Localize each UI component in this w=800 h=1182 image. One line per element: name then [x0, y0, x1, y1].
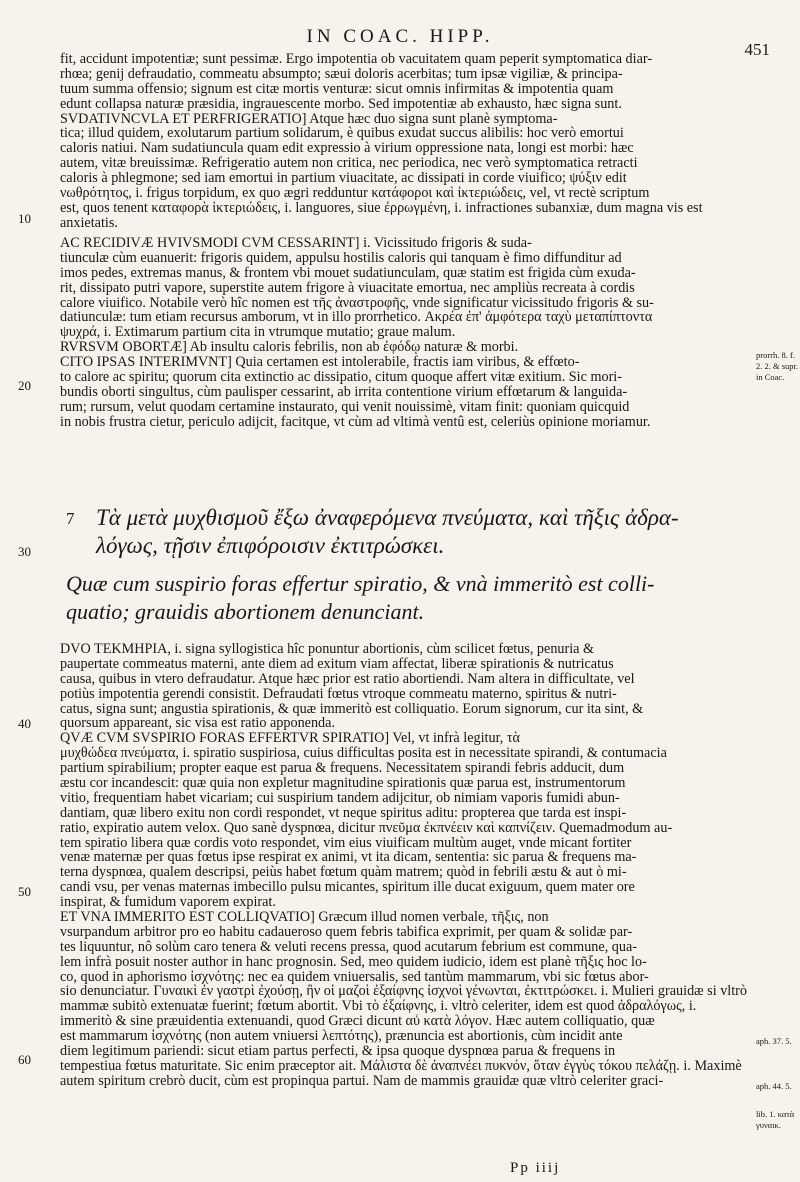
text-line: caloris à phlegmone; sed iam emortui in partium viuacitate, ac dissipati in corde viuifico; ψύξιν edit: [60, 171, 627, 187]
text-line: tes liquuntur, nô solùm caro tenera & veluti recens pressa, quod acutarum febrium est commune, qua-: [60, 939, 638, 955]
text-line: inspirat, & fumidum vaporem expirat.: [60, 895, 276, 911]
text-line: mammæ subitò extenuatæ fuerint; fœtum abortit. Vbi τὸ ἐξαίφνης, i. vltrò celeriter, idem est quod ἀδραλόγως, i.: [60, 999, 697, 1015]
text-line: sio denunciatur. Γυναικὶ ἐν γαστρὶ ἐχούσῃ, ἢν οἱ μαζοὶ ἐξαίφνης ἰσχνοὶ γένωνται, ἐκτιτρώσκει. i. Mulieri grauidæ si vltrò: [60, 984, 747, 1000]
text-line: fit, accidunt impotentiæ; sunt pessimæ. Ergo impotentia ob vacuitatem quam peperit symptomatica diar-: [60, 52, 653, 67]
line-number-60: 60: [18, 1052, 31, 1067]
margin-note: lib. 1. κατὰ: [756, 1109, 795, 1119]
text-line: ET VNA IMMERITO EST COLLIQVATIO] Græcum illud nomen verbale, τῆξις, non: [60, 910, 549, 925]
text-line: to calore ac spiritu; quorum cita extinctio ac dissipatio, citum quoque affert vitæ exitium. Sic mori-: [60, 370, 622, 385]
margin-note: in Coac.: [756, 372, 785, 382]
text-line: ψυχρά, i. Extimarum partium cita in vtrumque mutatio; graue malum.: [60, 325, 456, 341]
text-line: co, quod in aphorismo ἰσχνότης: nec ea quidem vniuersalis, sed tantùm mammarum, vbi sic fœtus abor-: [60, 969, 649, 985]
aphorism-greek: [96, 504, 756, 560]
text-line: vsurpandum arbitror pro eo habitu cadaueroso quem febris tabifica exprimit, per quam & solidæ par-: [60, 924, 633, 940]
text-line: in nobis frustra cietur, periculo adijcit, facitque, vt cùm ad vltimà ventû est, celeriùs opinione moriamur.: [60, 414, 651, 430]
signature-mark: Pp iiij: [510, 1160, 561, 1176]
text-line: tiunculæ cùm euanuerit: frigoris quidem, appulsu hostilis caloris qui tanquam è fimo diffunditur ad: [60, 250, 622, 266]
text-line: venæ maternæ per quas fœtus ipse respirat ex animi, vt ita dicam, sententia: sic parua & frequens ma-: [60, 850, 637, 866]
line-number-50: 50: [18, 884, 31, 899]
greek-line: Τὰ μετὰ μυχθισμοῦ ἔξω ἀναφερόμενα πνεύματα, καὶ τῆξις ἀδρα-: [96, 505, 679, 530]
text-line: imos pedes, extremas manus, & frontem vbi mouet sudatiunculam, quæ statim est frigida cùm exuda-: [60, 265, 636, 281]
text-line: RVRSVM OBORTÆ] Ab insultu caloris febrilis, non ab ἐφόδῳ naturæ & morbi.: [60, 340, 519, 356]
text-line: calore viuifico. Notabile verò hîc nomen est τῆς ἀναστροφῆς, vnde significatur vicissitudo frigoris & su-: [60, 295, 654, 311]
greek-line: λόγως, τῇσιν ἐπιφόροισιν ἐκτιτρώσκει.: [96, 533, 445, 558]
text-line: SVDATIVNCVLA ET PERFRIGERATIO] Atque hæc duo signa sunt planè symptoma-: [60, 111, 558, 127]
text-line: anxietatis.: [60, 215, 118, 231]
text-line: autem, vitæ breuissimæ. Refrigeratio autem non critica, nec periodica, nec verò symptomatica retracti: [60, 156, 638, 172]
margin-note: aph. 44. 5.: [756, 1081, 792, 1091]
text-line: datiunculæ: tum etiam recursus amborum, vt in illo prorrhetico. Ακρέα ἐπ' ἀμφότερα ταχὺ μεταπίπτοντα: [60, 310, 653, 326]
text-line: ratio, expiratio autem velox. Quo sanè dyspnœa, dicitur πνεῦμα ἐκπνέειν καὶ καπνίζειν. Quemadmodum au-: [60, 820, 673, 836]
commentary-section-1: [60, 52, 750, 231]
commentary-section-2: [60, 236, 750, 430]
margin-note: prorrh. 8. f.: [756, 350, 795, 360]
text-line: potiùs impotentia gerendi consistit. Defraudati fœtus vtroque commeatu materno, spiritus & nutri-: [60, 686, 617, 702]
margin-note: γυναικ.: [756, 1120, 781, 1130]
text-line: autem spiritum crebrò ducit, cùm est propinqua partui. Nam de mammis grauidæ quæ vltrò celeriter graci-: [60, 1073, 664, 1089]
text-line: edunt collapsa naturæ præsidia, ingrauescente morbo. Sed impotentiæ ab exhausto, hæc signa sunt.: [60, 96, 622, 112]
text-line: rhœa; genij defraudatio, commeatu absumpto; sæui doloris acerbitas; tum ipsæ vigiliæ, & principa-: [60, 66, 623, 82]
commentary-section-3: [60, 642, 750, 1104]
text-line: terna dyspnœa, qualem descripsi, peiùs habet fœtum quàm matrem; quòd in febrili æstu & aut ò mi-: [60, 865, 627, 881]
latin-line: quatio; grauidis abortionem denunciant.: [66, 599, 425, 624]
text-line: caloris natiui. Nam sudatiuncula quam edit expressio à virium oppressione nata, longi est morbi: hæc: [60, 141, 634, 157]
text-line: rum; rursum, velut quodam certamine instaurato, qui venit nouissimè, vitam finit: quoniam quicquid: [60, 399, 630, 415]
text-line: est mammarum ἰσχνότης (non autem vniuersi λεπτότης), prænuncia est abortionis, cùm incidit ante: [60, 1029, 623, 1045]
text-line: νωθρότητος, i. frigus torpidum, ex quo ægri redduntur κατάφοροι καὶ ἰκτεριώδεις, vel, vt rectè scriptum: [60, 186, 650, 201]
text-line: bundis oborti singultus, cùm paulisper cessarint, ab irrita contentione virium effœtarum & languida-: [60, 384, 628, 400]
text-line: lem infrà posuit noster author in hanc prognosin. Sed, meo quidem iudicio, idem est planè τῆξις hoc lo-: [60, 954, 647, 970]
text-line: quorsum appareant, sic visa est ratio apponenda.: [60, 716, 335, 732]
text-line: æstu cor incandescit: quæ quia non expletur magnitudine spirationis quæ parua est, instrumentorum: [60, 776, 626, 791]
text-line: CITÒ IPSAS INTERIMVNT] Quia certamen est intolerabile, fractis iam viribus, & effœto-: [60, 355, 580, 371]
text-line: dantiam, quæ libero exitu non cordi respondet, vt neque spiritus aditu: propterea que tarda est inspi-: [60, 805, 627, 821]
text-line: vitio, frequentiam habet vicariam; cui suspirium tandem adijcitur, ob nimiam vaporis fumidi abun-: [60, 790, 620, 806]
aphorism-latin: [66, 570, 746, 626]
text-line: diem legitimum pariendi: sicut etiam partus perfecti, & ipsa quoque dyspnœa parua & frequens in: [60, 1044, 616, 1059]
text-line: partium spirabilium; propter eaque est parua & frequens. Necessitatem spirandi febris adducit, dum: [60, 761, 625, 777]
line-number-20: 20: [18, 378, 31, 393]
text-line: causa, quibus in vtero defraudatur. Atque hæc prior est ratio abortiendi. Nam altera in difficultate, vel: [60, 671, 635, 687]
text-line: immeritò & sine præuidentia extenuandi, quod Græci dicunt αὖ κατὰ λόγον. Hæc autem colliquatio, quæ: [60, 1014, 655, 1030]
margin-note: aph. 37. 5.: [756, 1036, 792, 1046]
text-line: tem spiratio libera quæ cordis voto respondet, vim eius viuificam multùm auget, vnde micant fortiter: [60, 835, 632, 851]
text-line: tempestiua fœtus maturitate. Sic enim præceptor ait. Μάλιστα δὲ ἀναπνέει πυκνόν, ὅταν ἐγγὺς τόκου πελάζῃ. i. Maximè: [60, 1058, 742, 1074]
text-line: est, quos tenent καταφορὰ ἰκτεριώδεις, i. languores, siue ἐρρωγμένη, i. infractiones subanxiæ, dum magna vis est: [60, 200, 703, 216]
text-line: AC RECIDIVÆ HVIVSMODI CVM CESSARINT] i. Vicissitudo frigoris & suda-: [60, 236, 532, 251]
latin-line: Quæ cum suspirio foras effertur spiratio, & vnà immeritò est colli-: [66, 571, 655, 596]
text-line: paupertate commeatus materni, ante diem ad exitum viam affectat, liberæ spirationis & nutricatus: [60, 656, 614, 672]
text-line: candi vsu, per venas maternas imbecillo pulsu micantes, spiritum ille ducat exiguum, quem mater ore: [60, 880, 635, 896]
text-line: QVÆ CVM SVSPIRIO FORAS EFFERTVR SPIRATIO] Vel, vt infrà legitur, τὰ: [60, 731, 520, 747]
margin-note: 2. 2. & supr.: [756, 361, 799, 371]
aphorism-number: 7: [66, 509, 75, 528]
text-line: tuum summa offensio; signum est citæ mortis venturæ: sicut omnis infirmitas & impotentia quam: [60, 81, 614, 97]
running-head: IN COAC. HIPP.: [306, 26, 494, 47]
text-line: rit, dissipato putri vapore, superstite autem frigore à viuacitate emortua, nec ampliùs recreata à cordis: [60, 280, 635, 296]
text-line: tica; illud quidem, exolutarum partium solidarum, è quibus exudat succus alibilis: hoc verò emortui: [60, 126, 624, 142]
text-line: [60, 1089, 750, 1104]
line-number-30: 30: [18, 544, 31, 559]
text-line: DVO TEKMHPIA, i. signa syllogistica hîc ponuntur abortionis, cùm scilicet fœtus, penuria &: [60, 642, 595, 657]
text-line: catus, signa sunt; angustia spirationis, & quæ immeritò est colliquatio. Eorum signorum, cur ita sint, &: [60, 701, 644, 717]
line-number-10: 10: [18, 211, 31, 226]
line-number-40: 40: [18, 716, 31, 731]
page-number: 451: [744, 40, 770, 59]
text-line: μυχθώδεα πνεύματα, i. spiratio suspiriosa, cuius difficultas posita est in necessitate spirandi, & contumacia: [60, 746, 667, 762]
